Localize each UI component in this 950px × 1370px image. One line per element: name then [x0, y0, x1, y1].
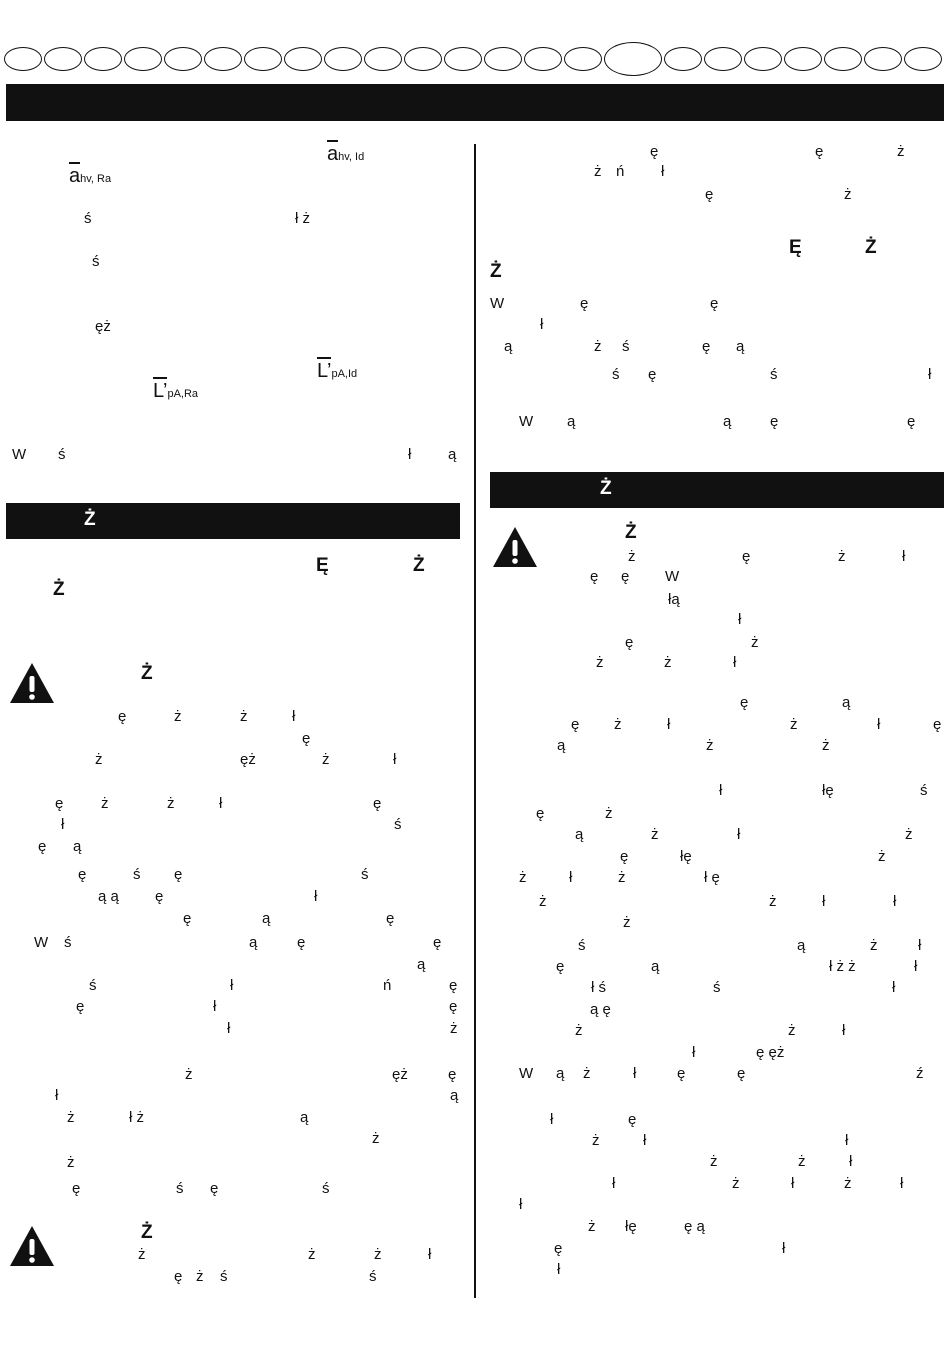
left-text-fragment: ł ż: [129, 1109, 144, 1126]
chapter-oval: [564, 47, 602, 71]
right-bold-heading-c: Ż: [490, 261, 502, 282]
right-text-fragment: ę: [907, 413, 916, 430]
left-text-fragment: ś: [89, 977, 97, 994]
chapter-oval: [4, 47, 42, 71]
left-text-fragment: ą: [73, 838, 82, 855]
right-warning-title: Ż: [625, 522, 637, 543]
right-text-fragment: ł: [918, 937, 922, 954]
right-text-fragment: ł: [791, 1175, 795, 1192]
left-text-fragment: ę: [373, 795, 382, 812]
right-text-fragment: ż: [769, 893, 777, 910]
chapter-oval: [484, 47, 522, 71]
symbol-lpa-id: L’pA,Id: [317, 360, 357, 385]
chapter-oval: [124, 47, 162, 71]
chapter-oval-current: [604, 42, 662, 76]
right-text-fragment: ą: [842, 694, 851, 711]
right-text-fragment: ę: [770, 413, 779, 430]
left-text-fragment: ę: [302, 730, 311, 747]
left-section-header: Ż: [6, 503, 460, 539]
right-text-fragment: ż: [539, 893, 547, 910]
right-text-fragment: ś: [578, 937, 586, 954]
left-text-fragment: ą: [448, 446, 457, 463]
right-text-fragment: W: [519, 1065, 534, 1082]
left-text-fragment: ę: [386, 910, 395, 927]
right-text-fragment: ł: [519, 1196, 523, 1213]
right-text-fragment: ż: [618, 869, 626, 886]
right-text-fragment: W: [665, 568, 680, 585]
left-bold-heading-c: Ż: [53, 579, 65, 600]
left-text-fragment: ż: [196, 1268, 204, 1285]
right-text-fragment: łę: [822, 782, 834, 799]
chapter-oval: [44, 47, 82, 71]
warning-icon: [8, 1224, 56, 1268]
right-bold-heading-b: Ż: [865, 237, 877, 258]
right-text-fragment: ż: [751, 634, 759, 651]
chapter-oval: [164, 47, 202, 71]
right-text-fragment: ł ę: [704, 869, 720, 886]
left-text-fragment: ę: [449, 998, 458, 1015]
right-text-fragment: ę: [815, 143, 824, 160]
right-text-fragment: ż: [897, 143, 905, 160]
right-text-fragment: ł: [692, 1044, 696, 1061]
header-bar: [6, 84, 944, 121]
left-text-fragment: ł: [213, 998, 217, 1015]
right-text-fragment: ę: [702, 338, 711, 355]
left-text-fragment: ę: [78, 866, 87, 883]
right-text-fragment: ś: [622, 338, 630, 355]
right-text-fragment: ł: [667, 716, 671, 733]
right-text-fragment: ż: [583, 1065, 591, 1082]
left-text-fragment: ś: [322, 1180, 330, 1197]
left-text-fragment: ę: [174, 866, 183, 883]
chapter-oval: [284, 47, 322, 71]
left-text-fragment: ę: [155, 888, 164, 905]
warning-icon: [491, 525, 539, 569]
right-text-fragment: ą: [575, 826, 584, 843]
right-text-fragment: ż: [706, 737, 714, 754]
right-text-fragment: ł: [612, 1175, 616, 1192]
right-text-fragment: ś: [713, 979, 721, 996]
left-text-fragment: ś: [220, 1268, 228, 1285]
right-text-fragment: W: [519, 413, 534, 430]
right-text-fragment: łę: [680, 848, 692, 865]
chapter-oval: [704, 47, 742, 71]
left-text-fragment: ą: [262, 910, 271, 927]
right-text-fragment: ą: [736, 338, 745, 355]
right-text-fragment: ż: [844, 186, 852, 203]
right-text-fragment: ł ś: [591, 979, 606, 996]
left-text-fragment: ę: [38, 838, 47, 855]
right-text-fragment: ą: [567, 413, 576, 430]
left-text-fragment: ę: [433, 934, 442, 951]
left-text-fragment: ż: [308, 1246, 316, 1263]
left-text-fragment: ś: [176, 1180, 184, 1197]
right-text-fragment: ż: [788, 1022, 796, 1039]
right-text-fragment: ę: [742, 548, 751, 565]
left-text-fragment: ł: [314, 888, 318, 905]
right-text-fragment: ż: [605, 805, 613, 822]
right-text-fragment: ł: [782, 1240, 786, 1257]
left-text-fragment: ł: [408, 446, 412, 463]
right-text-fragment: ę: [737, 1065, 746, 1082]
left-text-fragment: ę: [210, 1180, 219, 1197]
left-text-fragment: ż: [240, 708, 248, 725]
right-text-fragment: ł: [738, 611, 742, 628]
right-text-fragment: ł: [892, 979, 896, 996]
right-text-fragment: ę: [621, 568, 630, 585]
left-text-fragment: ż: [95, 751, 103, 768]
right-text-fragment: ł: [737, 826, 741, 843]
right-text-fragment: ę: [620, 848, 629, 865]
right-text-fragment: ę: [628, 1111, 637, 1128]
right-text-fragment: ł ż ż: [829, 958, 856, 975]
left-text-fragment: ę: [174, 1268, 183, 1285]
symbol-ahv-id: ahv, Id: [327, 143, 364, 168]
right-text-fragment: ź: [916, 1065, 924, 1082]
left-text-fragment: ś: [64, 934, 72, 951]
right-text-fragment: ś: [770, 366, 778, 383]
right-bold-heading-a: Ę: [789, 237, 802, 258]
column-divider: [474, 144, 476, 1298]
chapter-oval: [364, 47, 402, 71]
right-text-fragment: ł: [661, 163, 665, 180]
right-text-fragment: ę: [933, 716, 942, 733]
right-text-fragment: ł: [877, 716, 881, 733]
left-text-fragment: ł: [428, 1246, 432, 1263]
right-section-header: Ż: [490, 472, 944, 508]
right-text-fragment: ę ęż: [756, 1044, 785, 1061]
right-text-fragment: ż: [664, 654, 672, 671]
left-text-fragment: ś: [394, 816, 402, 833]
chapter-oval: [324, 47, 362, 71]
left-text-fragment: ż: [174, 708, 182, 725]
chapter-oval: [84, 47, 122, 71]
right-text-fragment: ę: [710, 295, 719, 312]
left-text-fragment: ą: [249, 934, 258, 951]
left-text-fragment: ż: [450, 1020, 458, 1037]
right-text-fragment: ł: [643, 1132, 647, 1149]
left-bold-heading-b: Ż: [413, 555, 425, 576]
right-text-fragment: ł: [719, 782, 723, 799]
left-text-fragment: ł: [227, 1020, 231, 1037]
right-text-fragment: ę: [571, 716, 580, 733]
right-text-fragment: ę: [536, 805, 545, 822]
right-text-fragment: ł: [569, 869, 573, 886]
left-text-fragment: ęż: [240, 751, 256, 768]
right-text-fragment: ł: [893, 893, 897, 910]
warning-icon: [8, 661, 56, 705]
left-warning-title-2: Ż: [141, 1222, 153, 1243]
left-text-fragment: ś: [92, 253, 100, 270]
left-text-fragment: ś: [84, 210, 92, 227]
right-text-fragment: ż: [588, 1218, 596, 1235]
left-text-fragment: ę: [55, 795, 64, 812]
right-text-fragment: ą: [797, 937, 806, 954]
left-text-fragment: ą: [450, 1087, 459, 1104]
right-text-fragment: ż: [732, 1175, 740, 1192]
right-text-fragment: ż: [798, 1153, 806, 1170]
left-text-fragment: ą: [417, 956, 426, 973]
right-text-fragment: ą: [651, 958, 660, 975]
right-text-fragment: ł: [633, 1065, 637, 1082]
chapter-oval: [524, 47, 562, 71]
right-text-fragment: ł: [550, 1111, 554, 1128]
left-text-fragment: ł ż: [295, 210, 310, 227]
left-text-fragment: ś: [58, 446, 66, 463]
left-text-fragment: ł: [292, 708, 296, 725]
left-text-fragment: ę: [448, 1066, 457, 1083]
right-text-fragment: ę: [580, 295, 589, 312]
left-text-fragment: ń: [383, 977, 392, 994]
right-text-fragment: ż: [623, 914, 631, 931]
right-text-fragment: ę: [590, 568, 599, 585]
right-text-fragment: ł: [902, 548, 906, 565]
left-text-fragment: ś: [369, 1268, 377, 1285]
left-text-fragment: ś: [133, 866, 141, 883]
right-text-fragment: ś: [920, 782, 928, 799]
right-text-fragment: ż: [822, 737, 830, 754]
left-text-fragment: ż: [372, 1130, 380, 1147]
right-text-fragment: ż: [870, 937, 878, 954]
right-text-fragment: ż: [594, 163, 602, 180]
right-text-fragment: ł: [914, 958, 918, 975]
left-text-fragment: ą ą: [98, 888, 119, 905]
left-text-fragment: ż: [374, 1246, 382, 1263]
chapter-oval: [904, 47, 942, 71]
right-text-fragment: ż: [628, 548, 636, 565]
chapter-oval: [244, 47, 282, 71]
symbol-ahv-ra: ahv, Ra: [69, 165, 111, 190]
right-text-fragment: ż: [594, 338, 602, 355]
right-text-fragment: ą ę: [590, 1001, 611, 1018]
right-text-fragment: ń: [616, 163, 625, 180]
left-text-fragment: W: [34, 934, 49, 951]
left-text-fragment: ł: [55, 1087, 59, 1104]
right-text-fragment: ż: [651, 826, 659, 843]
chapter-oval-row: [4, 42, 946, 76]
chapter-oval: [784, 47, 822, 71]
right-text-fragment: ę: [650, 143, 659, 160]
right-text-fragment: ł: [842, 1022, 846, 1039]
left-text-fragment: ż: [67, 1109, 75, 1126]
chapter-oval: [864, 47, 902, 71]
left-text-fragment: ę: [72, 1180, 81, 1197]
symbol-lpa-ra: L’pA,Ra: [153, 380, 198, 405]
left-text-fragment: ę: [118, 708, 127, 725]
left-text-fragment: ż: [101, 795, 109, 812]
right-text-fragment: ż: [844, 1175, 852, 1192]
left-text-fragment: ę: [297, 934, 306, 951]
right-text-fragment: ś: [612, 366, 620, 383]
right-text-fragment: ą: [504, 338, 513, 355]
right-text-fragment: ż: [838, 548, 846, 565]
right-text-fragment: ł: [822, 893, 826, 910]
right-text-fragment: ż: [614, 716, 622, 733]
left-text-fragment: W: [12, 446, 27, 463]
chapter-oval: [444, 47, 482, 71]
right-text-fragment: ż: [710, 1153, 718, 1170]
left-text-fragment: ż: [138, 1246, 146, 1263]
left-bold-heading-a: Ę: [316, 555, 329, 576]
right-text-fragment: ł: [540, 316, 544, 333]
left-text-fragment: ł: [219, 795, 223, 812]
right-text-fragment: ż: [878, 848, 886, 865]
left-text-fragment: ż: [167, 795, 175, 812]
left-text-fragment: ż: [67, 1154, 75, 1171]
chapter-oval: [664, 47, 702, 71]
right-text-fragment: ę: [740, 694, 749, 711]
right-text-fragment: ą: [723, 413, 732, 430]
left-text-fragment: ęż: [95, 318, 111, 335]
right-text-fragment: ł: [928, 366, 932, 383]
left-text-fragment: ą: [300, 1109, 309, 1126]
right-text-fragment: ą: [557, 737, 566, 754]
right-text-fragment: łę: [625, 1218, 637, 1235]
left-text-fragment: ę: [449, 977, 458, 994]
left-text-fragment: ł: [61, 816, 65, 833]
chapter-oval: [204, 47, 242, 71]
right-text-fragment: ą: [556, 1065, 565, 1082]
right-text-fragment: W: [490, 295, 505, 312]
right-text-fragment: ż: [519, 869, 527, 886]
left-text-fragment: ę: [76, 998, 85, 1015]
chapter-oval: [824, 47, 862, 71]
right-text-fragment: ł: [900, 1175, 904, 1192]
right-text-fragment: ę ą: [684, 1218, 705, 1235]
left-text-fragment: ł: [230, 977, 234, 994]
right-text-fragment: ł: [557, 1261, 561, 1278]
right-text-fragment: ż: [575, 1022, 583, 1039]
left-text-fragment: ęż: [392, 1066, 408, 1083]
right-text-fragment: łą: [668, 591, 680, 608]
right-text-fragment: ł: [845, 1132, 849, 1149]
right-text-fragment: ę: [677, 1065, 686, 1082]
left-text-fragment: ś: [361, 866, 369, 883]
right-text-fragment: ż: [905, 826, 913, 843]
right-text-fragment: ż: [790, 716, 798, 733]
right-text-fragment: ę: [705, 186, 714, 203]
left-text-fragment: ż: [322, 751, 330, 768]
left-warning-title-1: Ż: [141, 663, 153, 684]
left-text-fragment: ę: [183, 910, 192, 927]
right-text-fragment: ę: [625, 634, 634, 651]
right-text-fragment: ę: [554, 1240, 563, 1257]
right-text-fragment: ł: [733, 654, 737, 671]
right-text-fragment: ż: [596, 654, 604, 671]
chapter-oval: [744, 47, 782, 71]
left-text-fragment: ż: [185, 1066, 193, 1083]
chapter-oval: [404, 47, 442, 71]
left-text-fragment: ł: [393, 751, 397, 768]
right-text-fragment: ł: [849, 1153, 853, 1170]
right-text-fragment: ż: [592, 1132, 600, 1149]
right-text-fragment: ę: [556, 958, 565, 975]
right-text-fragment: ę: [648, 366, 657, 383]
